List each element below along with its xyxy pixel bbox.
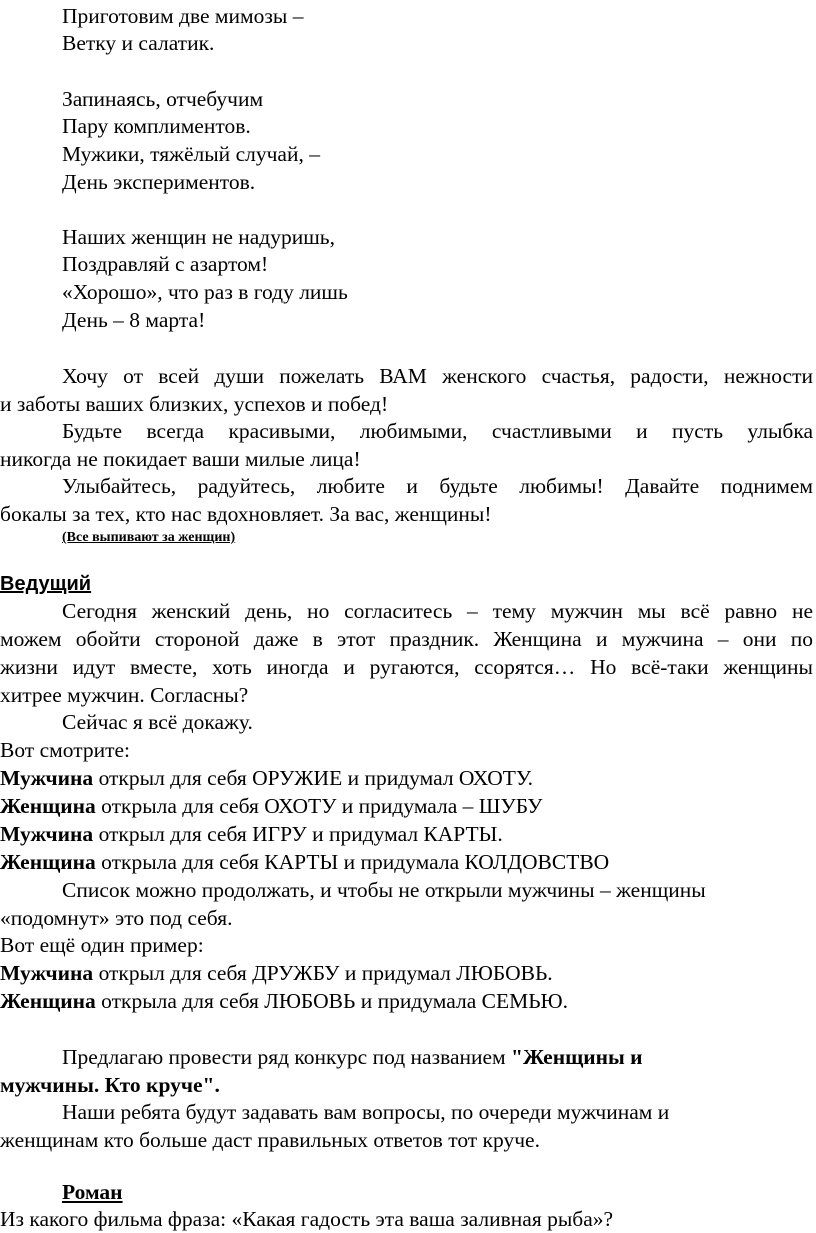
pair-rest: открыла для себя КАРТЫ и придумала КОЛДОВСТВО	[95, 850, 610, 874]
pair-rest: открыл для себя ИГРУ и придумал КАРТЫ.	[93, 822, 503, 846]
host-paragraph-line: Список можно продолжать, и чтобы не открыли мужчины – женщины	[62, 878, 706, 902]
poem-line: Приготовим две мимозы –	[62, 4, 304, 28]
host-paragraph-line: Вот смотрите:	[0, 738, 131, 762]
host-paragraph-line: Сейчас я всё докажу.	[62, 710, 253, 734]
pair-subject: Мужчина	[0, 766, 94, 790]
pair-subject: Мужчина	[0, 822, 94, 846]
poem-line: День – 8 марта!	[62, 308, 206, 332]
host-paragraph-line: можем обойти стороной даже в этот праздник. Женщина и мужчина – они по	[0, 627, 813, 651]
pair-rest: открыл для себя ДРУЖБУ и придумал ЛЮБОВЬ.	[93, 961, 553, 985]
roman-heading: Роман	[62, 1180, 123, 1204]
wish-paragraph-line: и заботы ваших близких, успехов и побед!	[0, 392, 389, 416]
rules-line: Наши ребята будут задавать вам вопросы, по очереди мужчинам и	[62, 1100, 670, 1124]
host-heading: Ведущий	[0, 573, 92, 595]
poem-line: Запинаясь, отчебучим	[62, 87, 264, 111]
host-paragraph-line: хитрее мужчин. Согласны?	[0, 683, 249, 707]
pair-subject: Мужчина	[0, 961, 94, 985]
poem-line: Поздравляй с азартом!	[62, 252, 269, 276]
pair-line	[0, 959, 553, 987]
host-paragraph-line: жизни идут вместе, хоть иногда и ругаются, ссорятся… Но всё-таки женщины	[0, 655, 813, 679]
wish-paragraph-line: никогда не покидает ваши милые лица!	[0, 447, 361, 471]
pair-rest: открыла для себя ЛЮБОВЬ и придумала СЕМЬЮ.	[95, 989, 569, 1013]
wish-paragraph-line: бокалы за тех, кто нас вдохновляет. За вас, женщины!	[0, 502, 492, 526]
contest-intro-line	[62, 1043, 643, 1071]
wish-paragraph-line: Будьте всегда красивыми, любимыми, счастливыми и пусть улыбка	[62, 419, 813, 443]
poem-line: День экспериментов.	[62, 170, 256, 194]
pair-rest: открыла для себя ОХОТУ и придумала – ШУБУ	[95, 794, 543, 818]
poem-line: «Хорошо», что раз в году лишь	[62, 280, 348, 304]
pair-line	[0, 987, 568, 1015]
contest-intro: Предлагаю провести ряд конкурс под названием	[62, 1045, 512, 1069]
wish-paragraph-line: Улыбайтесь, радуйтесь, любите и будьте любимы! Давайте поднимем	[62, 474, 813, 498]
stage-direction: (Все выпивают за женщин)	[62, 530, 236, 545]
wish-paragraph-line: Хочу от всей души пожелать ВАМ женского счастья, радости, нежности	[62, 364, 813, 388]
host-paragraph-line: Сегодня женский день, но согласитесь – тему мужчин мы всё равно не	[62, 599, 813, 623]
pair-subject: Женщина	[0, 794, 96, 818]
pair-rest: открыл для себя ОРУЖИЕ и придумал ОХОТУ.	[93, 766, 533, 790]
question-line: Из какого фильма фраза: «Какая гадость эта ваша заливная рыба»?	[0, 1207, 614, 1231]
pair-line	[0, 820, 503, 848]
pair-line	[0, 792, 543, 820]
rules-line: женщинам кто больше даст правильных ответов тот круче.	[0, 1128, 540, 1152]
contest-title-line: мужчины. Кто круче".	[0, 1073, 220, 1097]
pair-subject: Женщина	[0, 850, 96, 874]
host-paragraph-line: «подомнут» это под себя.	[0, 906, 233, 930]
host-paragraph-line: Вот ещё один пример:	[0, 933, 204, 957]
poem-line: Ветку и салатик.	[62, 31, 215, 55]
poem-line: Наших женщин не надуришь,	[62, 225, 335, 249]
pair-subject: Женщина	[0, 989, 96, 1013]
contest-title: "Женщины и	[511, 1045, 643, 1069]
poem-line: Мужики, тяжёлый случай, –	[62, 142, 320, 166]
poem-line: Пару комплиментов.	[62, 114, 251, 138]
pair-line	[0, 764, 533, 792]
pair-line	[0, 848, 609, 876]
